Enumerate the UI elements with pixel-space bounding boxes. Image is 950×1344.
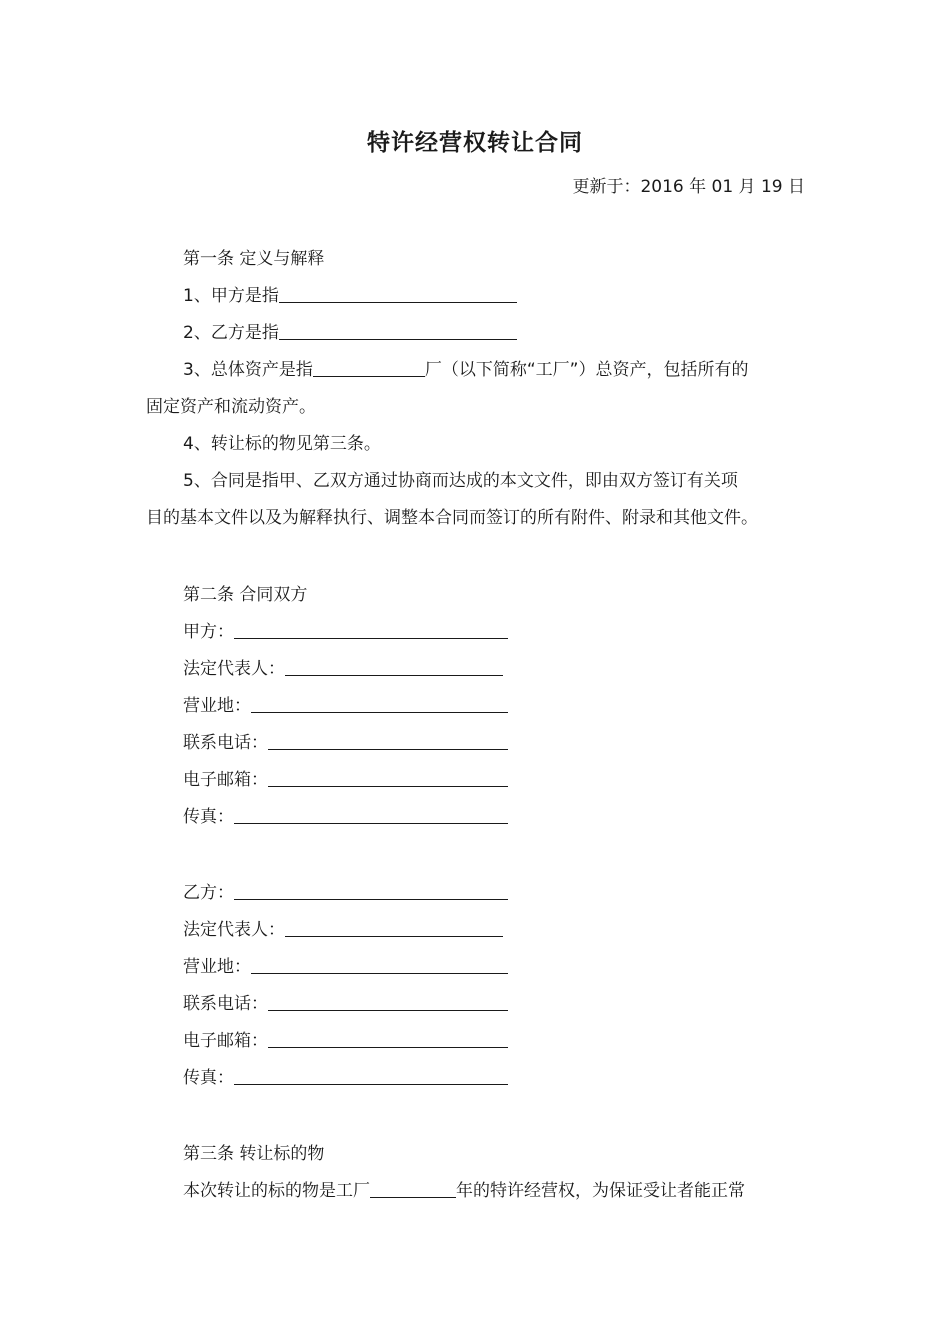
party-b-rep-blank[interactable] — [285, 920, 503, 937]
article3-text-start: 本次转让的标的物是工厂 — [183, 1181, 370, 1201]
party-a-phone-row — [183, 732, 508, 754]
party-a-name-blank[interactable] — [234, 622, 508, 639]
document-title: 特许经营权转让合同 — [367, 130, 583, 156]
party-a-address-row — [183, 695, 508, 717]
party-a-address-label: 营业地： — [183, 696, 251, 716]
party-b-phone-row — [183, 993, 508, 1015]
party-a-definition-blank[interactable] — [279, 286, 517, 303]
party-b-fax-label: 传真： — [183, 1068, 234, 1088]
party-b-address-blank[interactable] — [251, 957, 508, 974]
article3-heading: 第三条 转让标的物 — [183, 1144, 325, 1164]
article1-item3-continued: 固定资产和流动资产。 — [146, 397, 316, 417]
party-a-fax-blank[interactable] — [234, 807, 508, 824]
party-b-name-row — [183, 882, 508, 904]
party-a-rep-row — [183, 658, 503, 680]
article3-text-end: 年的特许经营权，为保证受让者能正常 — [456, 1181, 745, 1201]
party-a-fax-row — [183, 806, 508, 828]
party-b-rep-label: 法定代表人： — [183, 920, 285, 940]
article1-item1 — [183, 285, 517, 307]
updated-date: 更新于：2016 年 01 月 19 日 — [572, 177, 805, 197]
article1-item5-continued: 目的基本文件以及为解释执行、调整本合同而签订的所有附件、附录和其他文件。 — [146, 508, 758, 528]
party-a-phone-label: 联系电话： — [183, 733, 268, 753]
article1-item3 — [183, 359, 748, 381]
party-b-address-label: 营业地： — [183, 957, 251, 977]
party-a-phone-blank[interactable] — [268, 733, 508, 750]
party-b-phone-label: 联系电话： — [183, 994, 268, 1014]
article1-item5: 5、合同是指甲、乙双方通过协商而达成的本文文件，即由双方签订有关项 — [183, 471, 738, 491]
party-a-address-blank[interactable] — [251, 696, 508, 713]
franchise-years-blank[interactable] — [370, 1181, 456, 1198]
party-b-name-label: 乙方： — [183, 883, 234, 903]
party-b-fax-blank[interactable] — [234, 1068, 508, 1085]
party-b-email-row — [183, 1030, 508, 1052]
item2-label: 2、乙方是指 — [183, 323, 279, 343]
article2-heading: 第二条 合同双方 — [183, 585, 308, 605]
article1-item4: 4、转让标的物见第三条。 — [183, 434, 381, 454]
factory-name-blank[interactable] — [313, 360, 425, 377]
party-b-definition-blank[interactable] — [279, 323, 517, 340]
item1-label: 1、甲方是指 — [183, 286, 279, 306]
item3-text: 厂（以下简称“工厂”）总资产，包括所有的 — [424, 360, 749, 380]
party-a-email-row — [183, 769, 508, 791]
item3-label: 3、总体资产是指 — [183, 360, 313, 380]
article1-item2 — [183, 322, 517, 344]
party-b-name-blank[interactable] — [234, 883, 508, 900]
party-a-email-label: 电子邮箱： — [183, 770, 268, 790]
party-b-email-blank[interactable] — [268, 1031, 508, 1048]
article3-text — [183, 1180, 745, 1202]
party-b-rep-row — [183, 919, 503, 941]
party-a-fax-label: 传真： — [183, 807, 234, 827]
party-b-email-label: 电子邮箱： — [183, 1031, 268, 1051]
party-b-fax-row — [183, 1067, 508, 1089]
party-b-phone-blank[interactable] — [268, 994, 508, 1011]
party-a-rep-blank[interactable] — [285, 659, 503, 676]
party-a-email-blank[interactable] — [268, 770, 508, 787]
party-a-name-label: 甲方： — [183, 622, 234, 642]
party-a-name-row — [183, 621, 508, 643]
article1-heading: 第一条 定义与解释 — [183, 249, 325, 269]
party-b-address-row — [183, 956, 508, 978]
party-a-rep-label: 法定代表人： — [183, 659, 285, 679]
